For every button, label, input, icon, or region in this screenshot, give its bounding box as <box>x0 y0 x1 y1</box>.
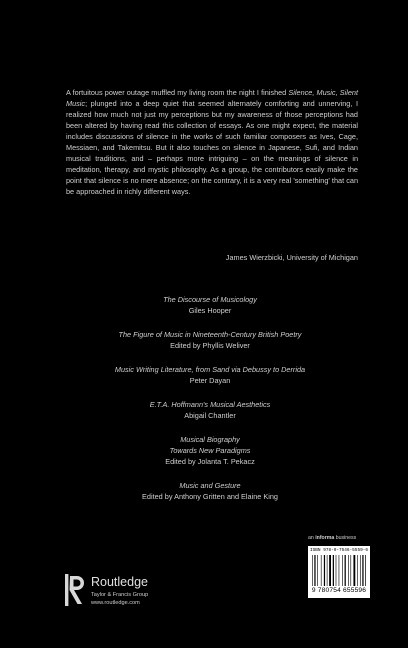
barcode-bar <box>339 555 340 586</box>
barcode-number: 9 780754 655596 <box>311 587 367 594</box>
book-title: Music Writing Literature, from Sand via Debussy to Derrida <box>114 365 306 374</box>
barcode-bar <box>324 555 325 586</box>
book-title: The Figure of Music in Nineteenth-Century British Poetry <box>118 330 302 339</box>
series-list <box>60 294 360 515</box>
informa-suffix: business <box>334 535 357 541</box>
book-author: Edited by Phyllis Weliver <box>170 341 250 350</box>
barcode-bar <box>329 555 331 586</box>
series-book <box>60 480 360 502</box>
series-book <box>60 399 360 421</box>
barcode-bar <box>317 555 318 586</box>
barcode-bar <box>336 555 337 586</box>
book-title: Musical Biography Towards New Paradigms <box>169 435 251 455</box>
barcode-bar <box>350 555 351 586</box>
barcode-bar <box>362 555 363 586</box>
routledge-logo-icon <box>61 572 87 608</box>
barcode <box>308 546 370 598</box>
series-book <box>60 364 360 386</box>
barcode-bar <box>342 555 343 586</box>
publisher-group: Taylor & Francis Group <box>91 592 149 598</box>
blurb-text-1: A fortuitous power outage muffled my living room the night I finished <box>66 88 289 97</box>
blurb-book-title: Silence, Music, Silent Music <box>66 88 359 108</box>
series-book <box>60 294 360 316</box>
barcode-bar <box>365 555 366 586</box>
barcode-bar <box>357 555 358 586</box>
barcode-bar <box>314 555 315 586</box>
barcode-bar <box>327 555 328 586</box>
informa-prefix: an <box>308 535 316 541</box>
blurb-text-2: ; plunged into a deep quiet that seemed alternately comforting and unnerving, I realized how much not just my perceptions but my awareness of those perceptions had been altered by having read this collection of essays. As one might expect, the material includes discussions of silence in the works of such familiar composers as Ives, Cage, Messiaen, and Takemitsu. But it also touches on silence in Japanese, Sufi, and Indian musical traditions, and – perhaps more intriguing – on the meanings of silence in meditation, therapy, and mystic philosophy. As a group, the contributors easily make the point that silence is no mere absence; on the contrary, it is a very real 'something' that can be approached in richly different ways. <box>66 99 358 196</box>
book-title: Music and Gesture <box>179 481 241 490</box>
book-author: Giles Hooper <box>188 306 232 315</box>
barcode-bar <box>321 555 322 586</box>
barcode-bars <box>312 555 366 586</box>
book-title: The Discourse of Musicology <box>163 295 257 304</box>
review-attribution: James Wierzbicki, University of Michigan <box>225 253 358 262</box>
series-book <box>60 434 360 467</box>
review-blurb <box>66 87 358 197</box>
informa-tagline <box>308 535 356 541</box>
barcode-bar <box>360 555 361 586</box>
isbn-label: ISBN 978-0-7546-5559-6 <box>310 548 368 553</box>
publisher-url: www.routledge.com <box>91 600 140 606</box>
barcode-bar <box>353 555 355 586</box>
barcode-bar <box>348 555 349 586</box>
book-author: Abigail Chantler <box>184 411 236 420</box>
book-author: Edited by Anthony Gritten and Elaine King <box>142 492 278 501</box>
informa-brand: informa <box>315 535 335 541</box>
publisher-name: Routledge <box>91 575 148 589</box>
book-title: E.T.A. Hoffmann's Musical Aesthetics <box>149 400 271 409</box>
barcode-bar <box>345 555 346 586</box>
book-author: Peter Dayan <box>189 376 231 385</box>
barcode-bar <box>312 555 313 586</box>
book-author: Edited by Jolanta T. Pekacz <box>165 457 255 466</box>
barcode-bar <box>333 555 334 586</box>
series-book <box>60 329 360 351</box>
